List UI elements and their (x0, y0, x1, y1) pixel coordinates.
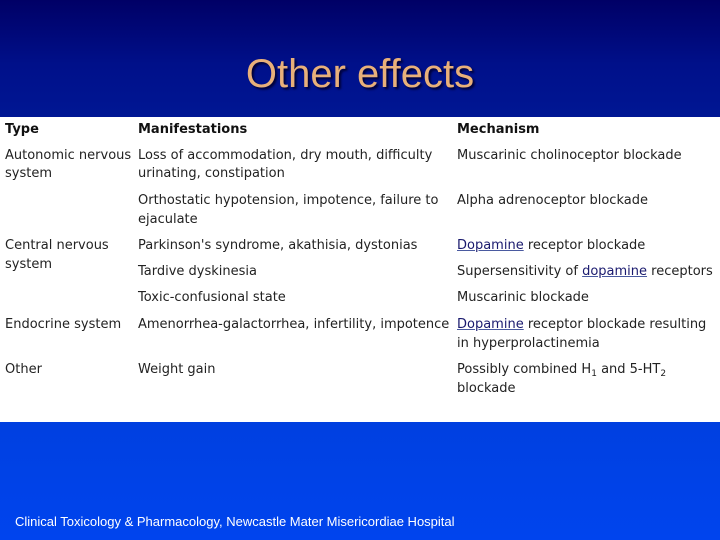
mechanism-cell: in hyperprolactinemia (457, 336, 600, 351)
subscript: 1 (591, 369, 597, 379)
manifestation-cell: Tardive dyskinesia (138, 264, 258, 279)
type-cell: system (5, 166, 52, 181)
effects-table (0, 117, 720, 422)
dopamine-link[interactable]: dopamine (582, 264, 648, 279)
manifestation-cell: Orthostatic hypotension, impotence, failure to (138, 193, 439, 208)
slide-title: Other effects (245, 52, 475, 96)
footer-caption: Clinical Toxicology & Pharmacology, Newcastle Mater Misericordiae Hospital (15, 514, 455, 529)
mechanism-cell: blockade (457, 381, 516, 396)
mechanism-cell: Muscarinic cholinoceptor blockade (457, 148, 682, 163)
dopamine-link[interactable]: Dopamine (457, 317, 524, 332)
manifestation-cell: Loss of accommodation, dry mouth, difficulty (138, 148, 433, 163)
type-cell: system (5, 257, 52, 272)
type-cell: Autonomic nervous (5, 148, 132, 163)
manifestation-cell: urinating, constipation (138, 166, 285, 181)
mechanism-cell: Muscarinic blockade (457, 290, 589, 305)
mechanism-text: receptor blockade resulting (523, 317, 707, 332)
mechanism-cell (457, 262, 713, 281)
manifestation-cell: Amenorrhea-galactorrhea, infertility, impotence (138, 317, 450, 332)
manifestation-cell: Weight gain (138, 362, 216, 377)
manifestation-cell: ejaculate (138, 212, 198, 227)
header-manifestations: Manifestations (138, 122, 248, 137)
mechanism-text: receptor blockade (523, 238, 646, 253)
manifestation-cell: Toxic-confusional state (138, 290, 286, 305)
mechanism-cell (457, 236, 645, 255)
mechanism-text: Supersensitivity of (457, 264, 583, 279)
header-mechanism: Mechanism (457, 122, 540, 137)
type-cell: Endocrine system (5, 317, 122, 332)
dopamine-link[interactable]: Dopamine (457, 238, 524, 253)
mechanism-text: Possibly combined H (457, 362, 592, 377)
subscript: 2 (660, 369, 667, 379)
manifestation-cell: Parkinson's syndrome, akathisia, dystonias (138, 238, 418, 253)
mechanism-cell (457, 315, 706, 334)
header-type: Type (5, 122, 39, 137)
type-cell: Central nervous (5, 238, 109, 253)
mechanism-text: and 5-HT (596, 362, 661, 377)
mechanism-text: receptors (647, 264, 713, 279)
type-cell: Other (5, 362, 42, 377)
mechanism-cell: Alpha adrenoceptor blockade (457, 193, 648, 208)
